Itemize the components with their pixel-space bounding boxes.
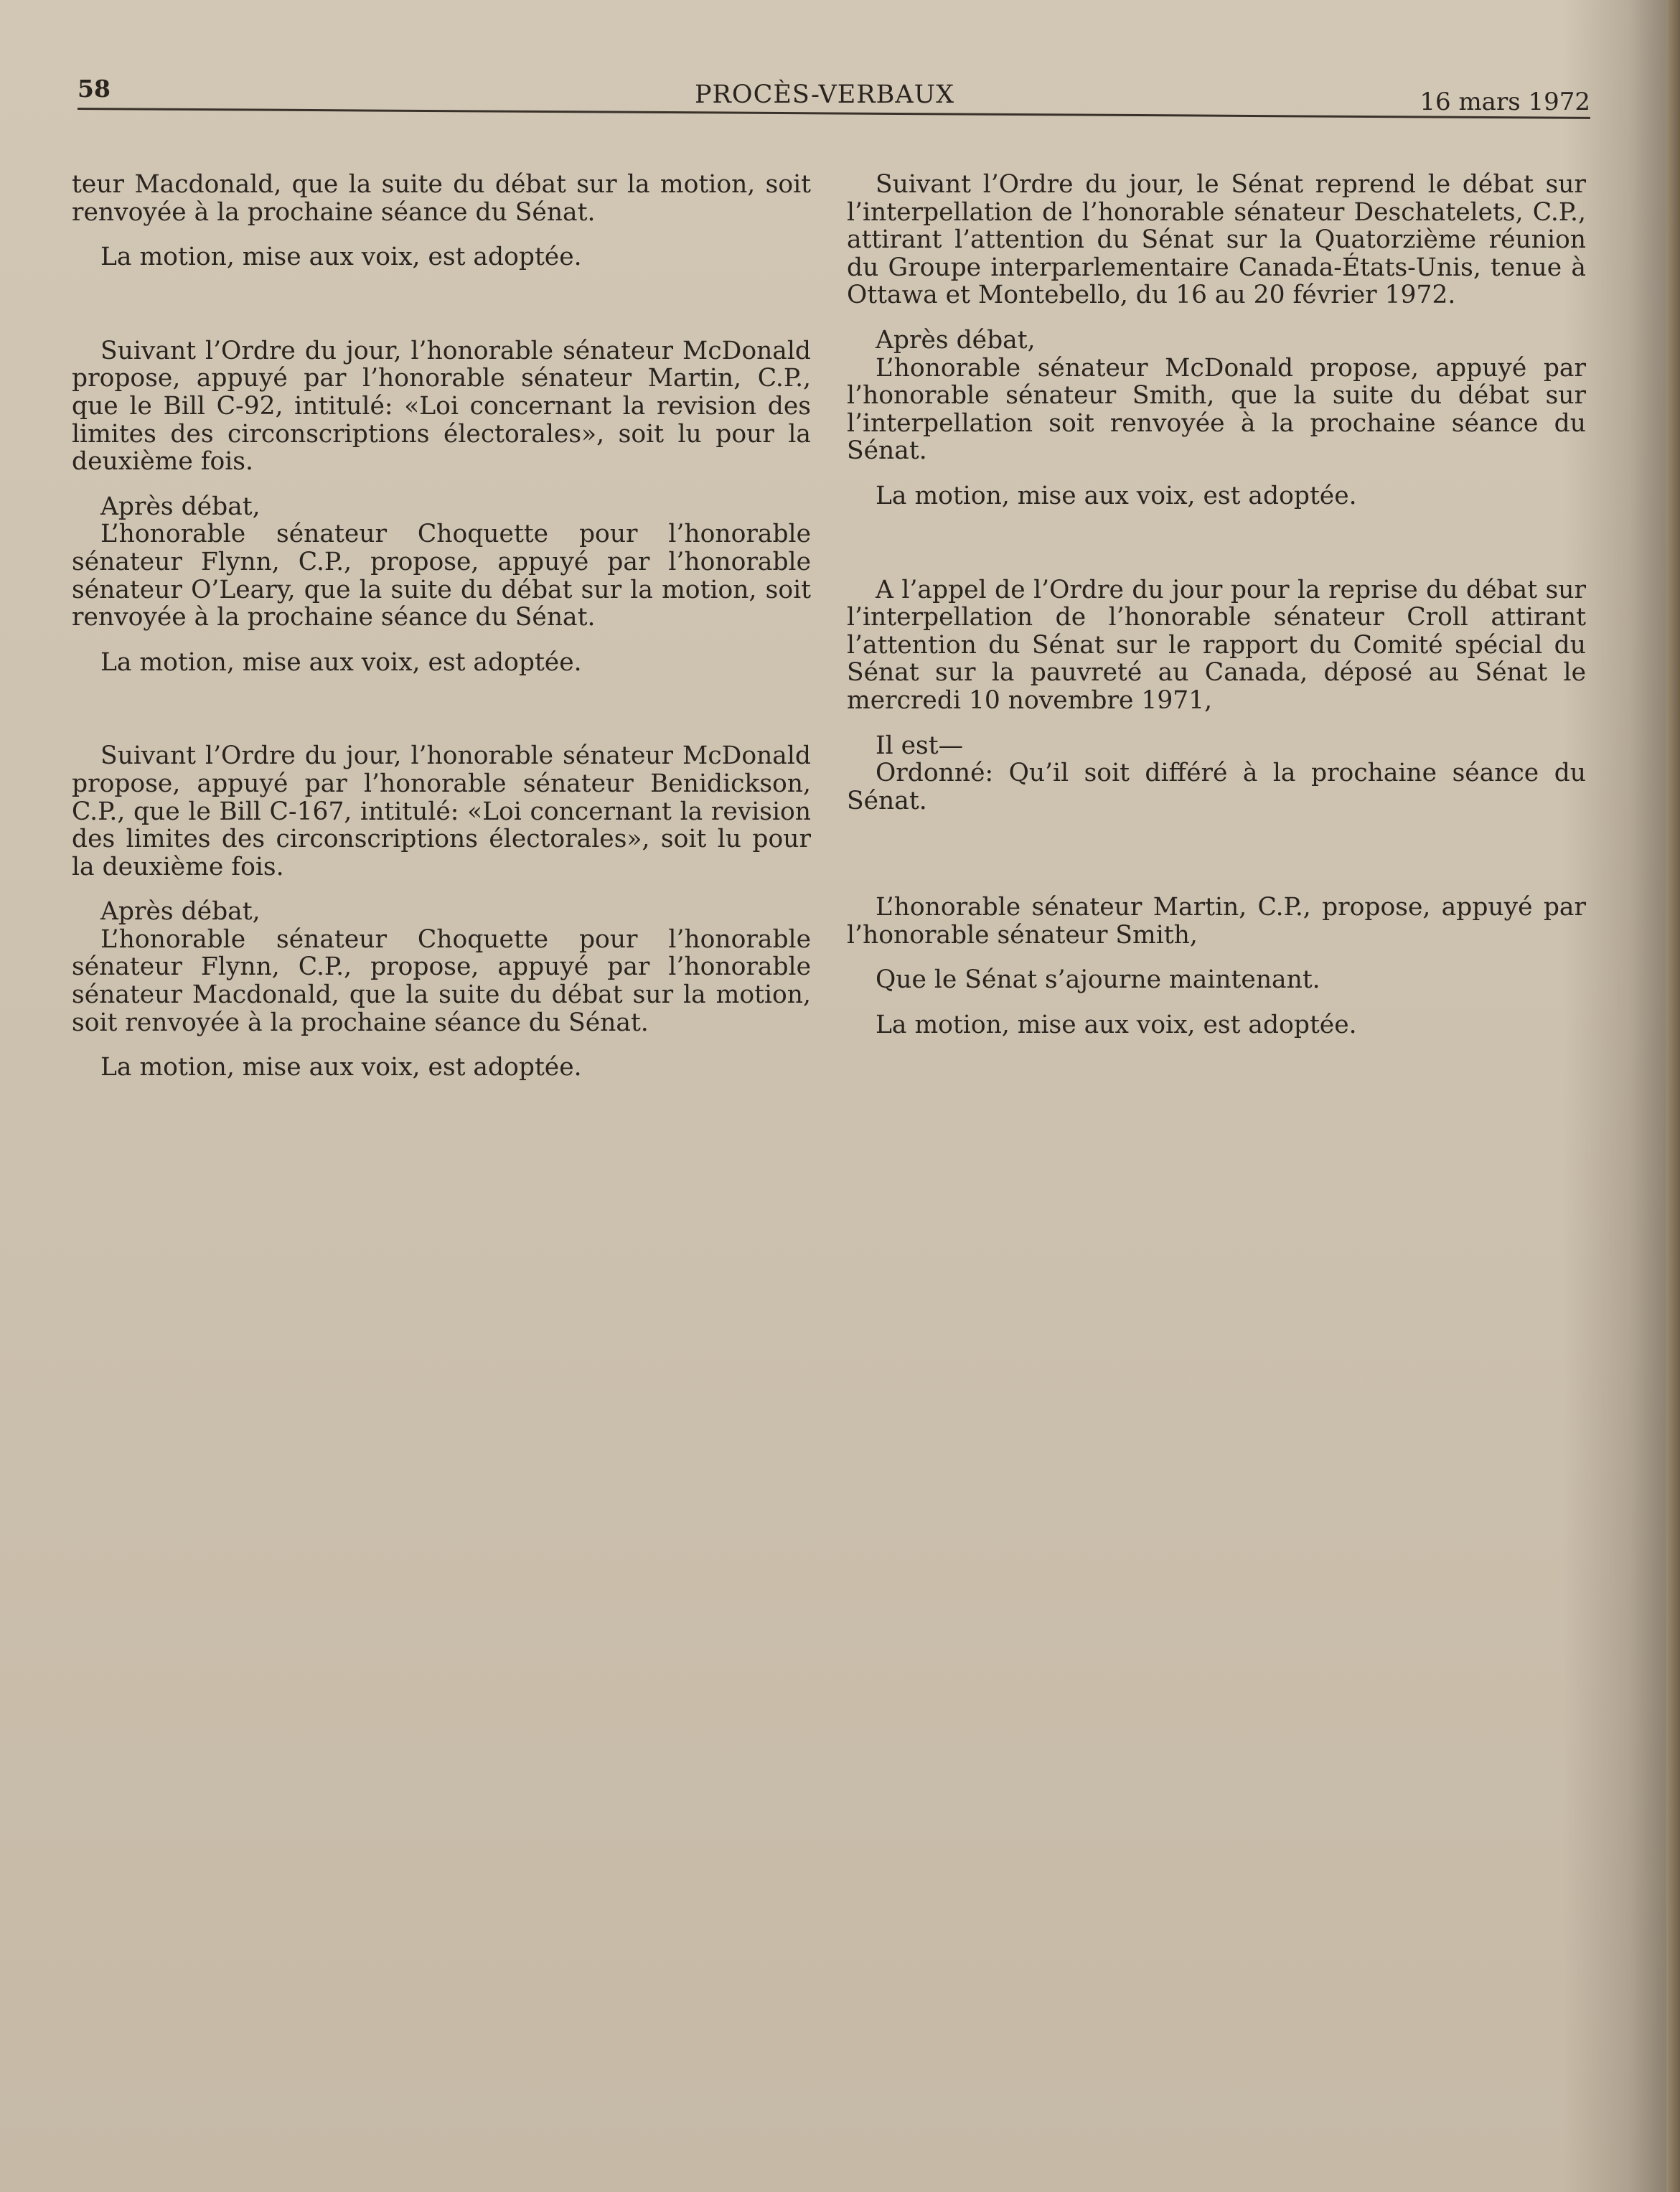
page-number: 58 [78, 75, 111, 103]
paragraph: teur Macdonald, que la suite du débat sur la motion, soit renvoyée à la prochaine séance du Sénat. [72, 170, 811, 227]
paragraph: La motion, mise aux voix, est adoptée. [876, 481, 1357, 510]
header-date: 16 mars 1972 [1419, 88, 1590, 116]
page-edge [1666, 0, 1680, 2192]
right-column [847, 171, 1586, 1039]
paragraph: Il est— [876, 731, 964, 760]
running-title: PROCÈS-VERBAUX [695, 80, 955, 109]
paragraph: La motion, mise aux voix, est adoptée. [100, 243, 582, 272]
paragraph: Ordonné: Qu’il soit différé à la prochaine séance du Sénat. [847, 759, 1586, 815]
paragraph: Après débat, [100, 492, 261, 521]
paragraph: Que le Sénat s’ajourne maintenant. [876, 965, 1320, 995]
paragraph: L’honorable sénateur Choquette pour l’honorable sénateur Flynn, C.P., propose, appuyé par l’honorable sénateur Macdonald, que la suite du débat sur la motion, soit renvoyée à la prochaine séance du Sénat. [72, 924, 811, 1037]
paragraph: Suivant l’Ordre du jour, le Sénat reprend le débat sur l’interpellation de l’honorable sénateur Deschatelets, C.P., attirant l’attention du Sénat sur la Quatorzième réunion du Groupe interparlementaire Canada-États-Unis, tenue à Ottawa et Montebello, du 16 au 20 février 1972. [847, 170, 1586, 310]
paragraph: L’honorable sénateur Choquette pour l’honorable sénateur Flynn, C.P., propose, appuyé par l’honorable sénateur O’Leary, que la suite du débat sur la motion, soit renvoyée à la prochaine séance du Sénat. [72, 520, 811, 632]
paragraph: L’honorable sénateur McDonald propose, appuyé par l’honorable sénateur Smith, que la suite du débat sur l’interpellation soit renvoyée à la prochaine séance du Sénat. [847, 353, 1586, 466]
page-header [78, 75, 1590, 118]
paragraph: Suivant l’Ordre du jour, l’honorable sénateur McDonald propose, appuyé par l’honorable sénateur Martin, C.P., que le Bill C-92, intitulé: «Loi concernant la revision des limites des circonscriptions électorales», soit lu pour la deuxième fois. [72, 336, 811, 477]
paragraph: Suivant l’Ordre du jour, l’honorable sénateur McDonald propose, appuyé par l’honorable sénateur Benidickson, C.P., que le Bill C-167, intitulé: «Loi concernant la revision des limites des circonscriptions électorales», soit lu pour la deuxième fois. [72, 741, 811, 881]
paragraph: L’honorable sénateur Martin, C.P., propose, appuyé par l’honorable sénateur Smith, [847, 893, 1586, 950]
paragraph: La motion, mise aux voix, est adoptée. [876, 1011, 1357, 1040]
paragraph: A l’appel de l’Ordre du jour pour la reprise du débat sur l’interpellation de l’honorable sénateur Croll attirant l’attention du Sénat sur le rapport du Comité spécial du Sénat sur la pauvreté au Canada, déposé au Sénat le mercredi 10 novembre 1971, [847, 575, 1586, 715]
paragraph: La motion, mise aux voix, est adoptée. [100, 647, 582, 677]
paragraph: Après débat, [876, 325, 1036, 355]
paragraph: La motion, mise aux voix, est adoptée. [100, 1053, 582, 1082]
left-column [72, 171, 811, 1082]
paragraph: Après débat, [100, 897, 261, 927]
